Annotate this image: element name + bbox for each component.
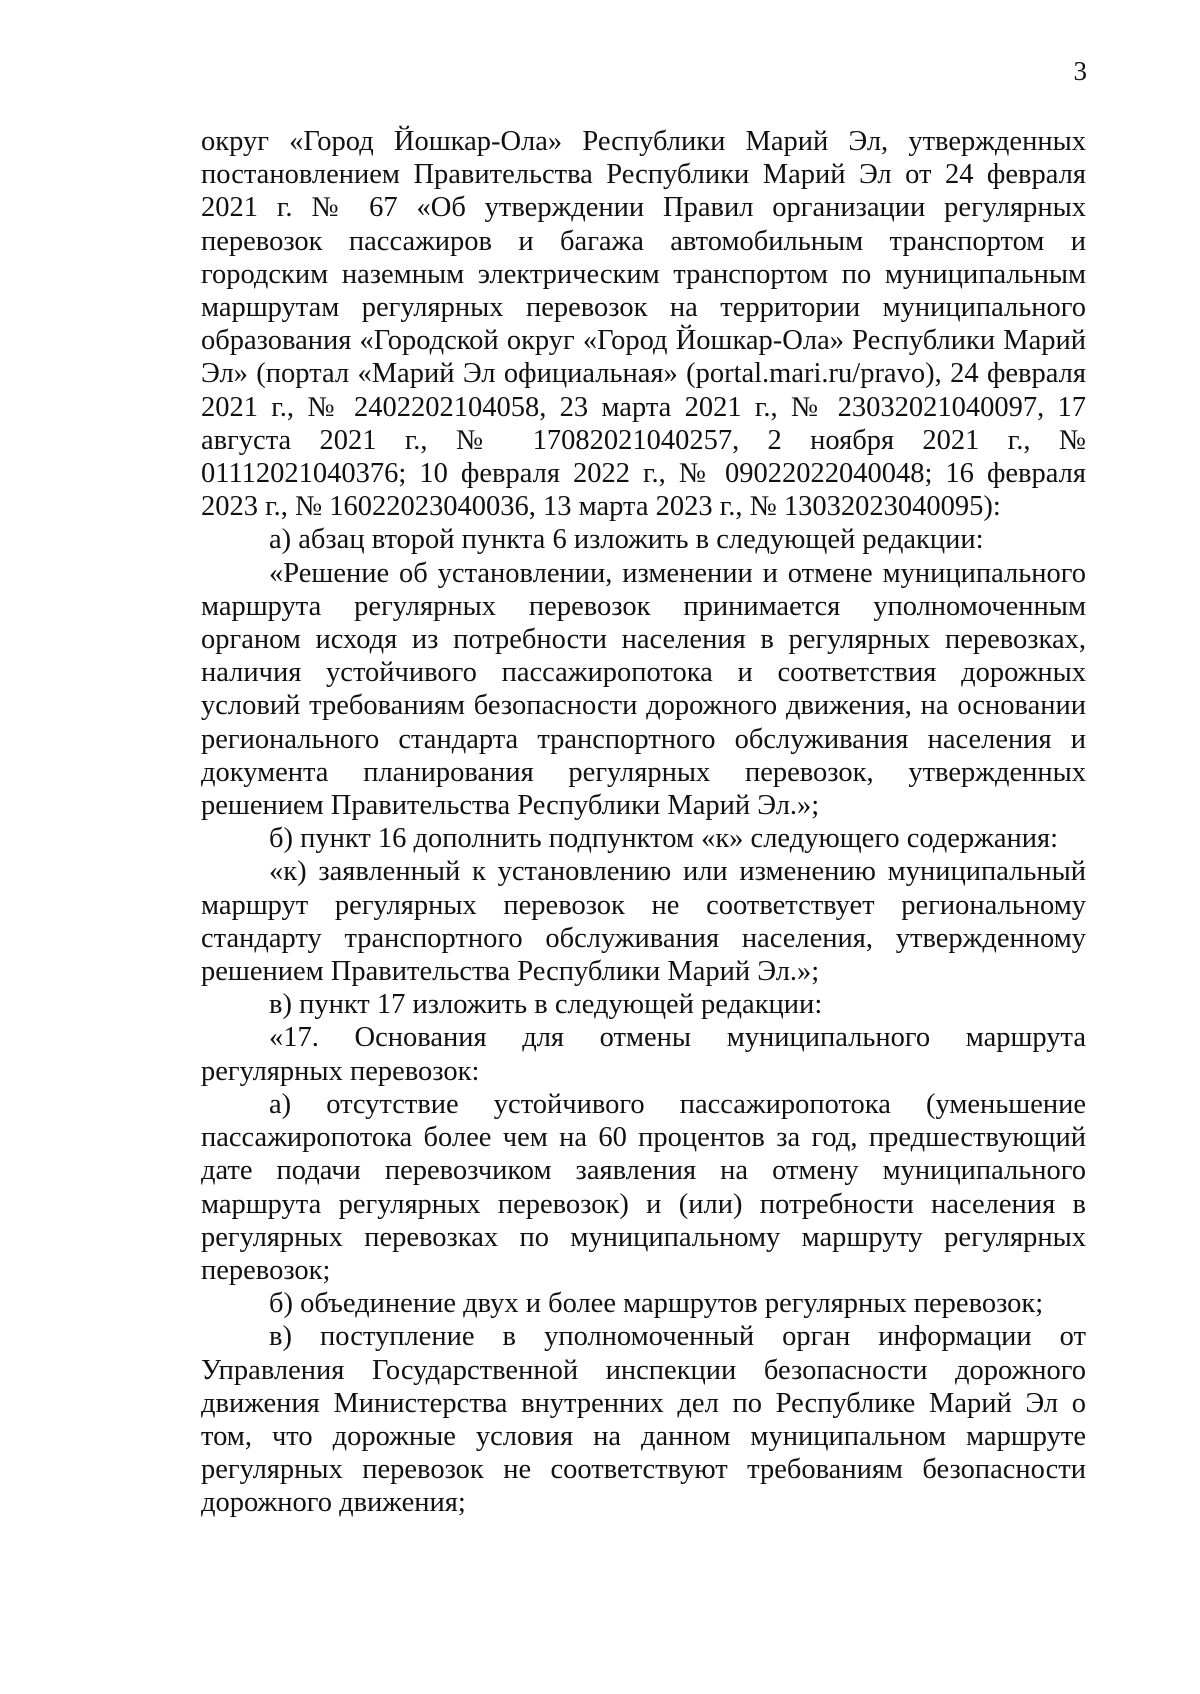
document-body <box>201 125 1086 1520</box>
paragraph-point-17: «17. Основания для отмены муниципального маршрута регулярных перевозок: <box>201 1022 1086 1087</box>
paragraph-point-17-a: а) отсутствие устойчивого пассажиропотока (уменьшение пассажиропотока более чем на 60 процентов за год, предшествующий дате подачи перевозчиком заявления на отмену муниципального маршрута регулярных перевозок) и (или) потребности населения в регулярных перевозках по муниципальному маршруту регулярных перевозок; <box>201 1088 1086 1286</box>
paragraph-point-17-b: б) объединение двух и более маршрутов регулярных перевозок; <box>269 1288 1044 1320</box>
paragraph-amendment-a: а) абзац второй пункта 6 изложить в следующей редакции: <box>269 524 984 556</box>
paragraph-subpoint-k: «к) заявленный к установлению или изменению муниципальный маршрут регулярных перевозок не соответствует региональному стандарту транспортного обслуживания населения, утвержденному решением Правительства Республики Марий Эл.»; <box>201 856 1086 988</box>
paragraph-amendment-b: б) пункт 16 дополнить подпунктом «к» следующего содержания: <box>269 823 1059 855</box>
paragraph-amendment-v: в) пункт 17 изложить в следующей редакции: <box>269 989 823 1021</box>
paragraph-point-17-v: в) поступление в уполномоченный орган информации от Управления Государственной инспекции безопасности дорожного движения Министерства внутренних дел по Республике Марий Эл о том, что дорожные условия на данном муниципальном маршруте регулярных перевозок не соответствуют требованиям безопасности дорожного движения; <box>201 1321 1086 1519</box>
page-number: 3 <box>1073 56 1087 86</box>
paragraph-intro-continuation: округ «Город Йошкар-Ола» Республики Марий Эл, утвержденных постановлением Правительства Республики Марий Эл от 24 февраля 2021 г. № 67 «Об утверждении Правил организации регулярных перевозок пассажиров и багажа автомобильным транспортом и городским наземным электрическим транспортом по муниципальным маршрутам регулярных перевозок на территории муниципального образования «Городской округ «Город Йошкар-Ола» Республики Марий Эл» (портал «Марий Эл официальная» (portal.mari.ru/pravo), 24 февраля 2021 г., № 2402202104058, 23 марта 2021 г., № 23032021040097, 17 августа 2021 г., № 17082021040257, 2 ноября 2021 г., № 01112021040376; 10 февраля 2022 г., № 09022022040048; 16 февраля 2023 г., № 16022023040036, 13 марта 2023 г., № 13032023040095): <box>201 126 1086 523</box>
paragraph-quoted-decision: «Решение об установлении, изменении и отмене муниципального маршрута регулярных перевозок принимается уполномоченным органом исходя из потребности населения в регулярных перевозках, наличия устойчивого пассажиропотока и соответствия дорожных условий требованиям безопасности дорожного движения, на основании регионального стандарта транспортного обслуживания населения и документа планирования регулярных перевозок, утвержденных решением Правительства Республики Марий Эл.»; <box>201 557 1086 822</box>
